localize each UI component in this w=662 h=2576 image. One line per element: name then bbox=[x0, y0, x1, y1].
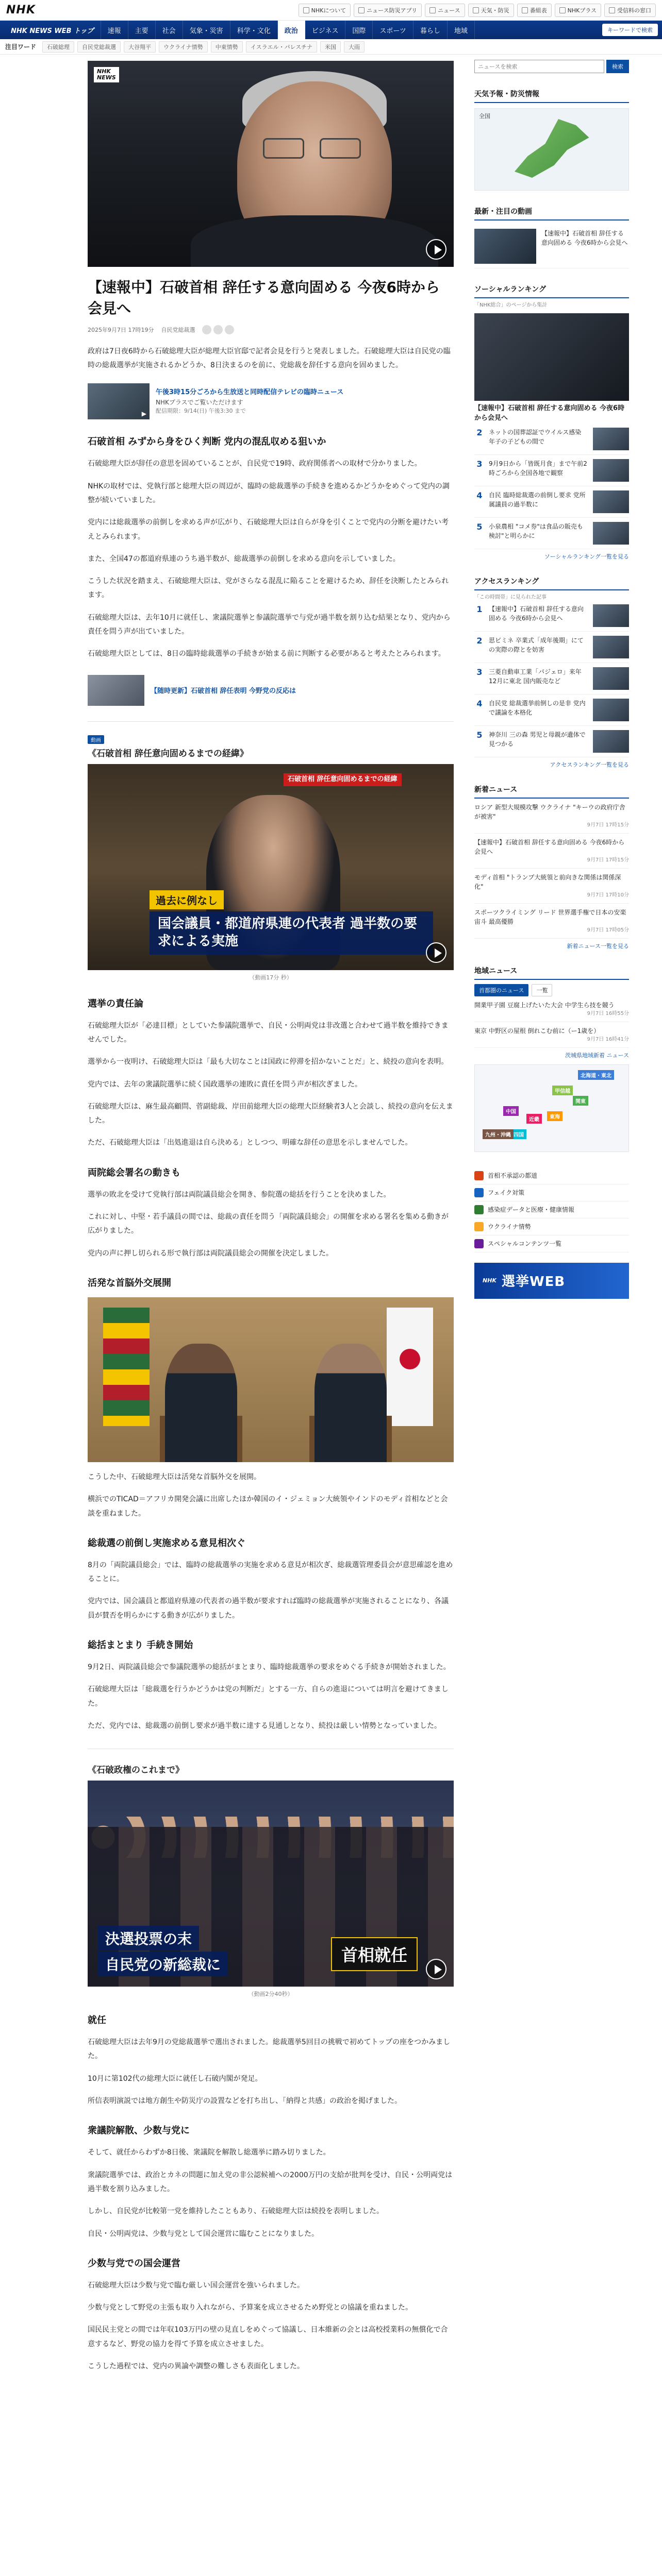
special-link-label: フェイク対策 bbox=[488, 1189, 525, 1197]
share-x-icon[interactable] bbox=[202, 325, 211, 334]
social-ranking bbox=[474, 284, 629, 561]
section-paragraph: 石破総理大臣は少数与党で臨む厳しい国会運営を強いられました。 bbox=[88, 2281, 304, 2290]
region-map-cell[interactable]: 北海道・東北 bbox=[578, 1070, 614, 1080]
video-main-caption: 国会議員・都道府県連の代表者 過半数の要求による実施 bbox=[150, 911, 433, 955]
top-link-label: ニュース bbox=[438, 7, 460, 14]
sidebar-search-input[interactable] bbox=[474, 60, 604, 73]
play-icon[interactable] bbox=[426, 942, 446, 963]
top-link-label: 天気・防災 bbox=[481, 7, 509, 14]
news-date: 9月7日 16時55分 bbox=[587, 1010, 629, 1016]
nav-item-0[interactable]: NHK NEWS WEB トップ bbox=[4, 21, 101, 39]
region-map-cell[interactable]: 中国 bbox=[503, 1106, 519, 1116]
region-tab[interactable]: 首都圏のニュース bbox=[474, 984, 528, 996]
video-caption: （動画17分 秒） bbox=[249, 974, 292, 981]
news-item[interactable] bbox=[474, 869, 629, 904]
rank-thumbnail bbox=[593, 730, 629, 753]
ranking-item[interactable] bbox=[474, 518, 629, 549]
banner-big: 選挙WEB bbox=[501, 1274, 566, 1290]
access-ranking bbox=[474, 576, 629, 769]
article-category[interactable]: 自民党総裁選 bbox=[161, 327, 195, 334]
election-banner[interactable] bbox=[474, 1263, 629, 1299]
trend-label: 注目ワード bbox=[5, 43, 37, 50]
rank-number: 1 bbox=[476, 604, 483, 614]
section-paragraph: 石破総理大臣は、去年10月に就任し、衆議院選挙と参議院選挙で与党が過半数を割り込む結果となり、党内から責任を問う声が出ていました。 bbox=[88, 613, 451, 636]
section-paragraph: しかし、自民党が比較第一党を維持したこともあり、石破総理大臣は続投を表明しました。 bbox=[88, 2207, 384, 2216]
trend-bar bbox=[0, 39, 662, 55]
section-paragraph: また、全国47の都道府県連のうち過半数が、総裁選挙の前倒しを求める意向を示していました。 bbox=[88, 554, 400, 563]
rank-number: 2 bbox=[476, 427, 483, 437]
rank-thumbnail bbox=[593, 699, 629, 721]
region-map-cell[interactable]: 近畿 bbox=[526, 1114, 542, 1124]
rank-number: 4 bbox=[476, 490, 483, 500]
top-link-icon bbox=[559, 7, 566, 13]
section-paragraph: 石破総理大臣としては、8日の臨時総裁選挙の手続きが始まる前に判断する必要があると考えたとみられます。 bbox=[88, 650, 445, 658]
sidebar-search-button[interactable]: 検索 bbox=[606, 60, 629, 73]
trend-tag[interactable]: 自民党総裁選 bbox=[77, 41, 121, 53]
top-bar bbox=[0, 0, 662, 21]
ranking-item[interactable] bbox=[474, 632, 629, 663]
ranking-item[interactable] bbox=[474, 726, 629, 757]
video2-section-title: 《石破政権のこれまで》 bbox=[88, 1765, 184, 1776]
social-title: ソーシャルランキング bbox=[474, 284, 629, 298]
news-item[interactable] bbox=[474, 1022, 629, 1048]
top-link-icon bbox=[609, 7, 615, 13]
trend-tag[interactable]: 大雨 bbox=[344, 41, 365, 53]
video2-caption-1: 決選投票の末 bbox=[98, 1926, 199, 1951]
related-sub: NHKプラスでご覧いただけます bbox=[156, 398, 243, 406]
special-link[interactable] bbox=[474, 1235, 629, 1252]
nav-item-5[interactable]: 科学・文化 bbox=[230, 21, 278, 39]
nav-item-3[interactable]: 社会 bbox=[156, 21, 183, 39]
special-link-label: スペシャルコンテンツ一覧 bbox=[488, 1240, 562, 1248]
rank-text: ネットの国葬認証でウイルス感染 年子の子どもの間で bbox=[489, 428, 582, 445]
news-date: 9月7日 17時15分 bbox=[587, 857, 629, 863]
region-map-cell[interactable]: 四国 bbox=[511, 1129, 526, 1139]
rank-text: 自民党 総裁選挙前倒しの是非 党内で議論を本格化 bbox=[489, 699, 586, 716]
rank-text: 9月9日から「皆既月食」まで午前2時ごろから全国各地で観察 bbox=[489, 460, 587, 477]
inline-related-thumbnail bbox=[88, 675, 144, 706]
article-date: 2025年9月7日 17時19分 bbox=[88, 327, 154, 334]
section-video[interactable] bbox=[88, 764, 454, 970]
news-date: 9月7日 16時41分 bbox=[587, 1036, 629, 1042]
video2-caption: （動画2分40秒） bbox=[248, 1991, 293, 1998]
social-big-thumbnail[interactable] bbox=[474, 313, 629, 401]
video2-section bbox=[88, 1762, 454, 1775]
special-link[interactable] bbox=[474, 1201, 629, 1218]
trend-tag[interactable]: 中東情勢 bbox=[211, 41, 243, 53]
rank-number: 2 bbox=[476, 635, 483, 646]
nav-item-4[interactable]: 気象・災害 bbox=[183, 21, 230, 39]
section-heading: 衆議院解散、少数与党に bbox=[88, 2125, 190, 2137]
ranking-item[interactable] bbox=[474, 600, 629, 632]
top-link-icon bbox=[358, 7, 365, 13]
access-sub: 「この時間帯」に見られた記事 bbox=[474, 594, 547, 600]
section-paragraph: 国民民主党との間では年収103万円の壁の見直しをめぐって協議し、日本維新の会とは高校授業料の無償化で合意するなど、野党の協力を得て予算を成立させました。 bbox=[88, 2326, 448, 2348]
trend-tag[interactable]: 石破総理 bbox=[42, 41, 74, 53]
section-paragraph: 所信表明演説では地方創生や防災庁の設置などを打ち出し、「納得と共感」の政治を掲げました。 bbox=[88, 2097, 402, 2106]
section-paragraph: そして、就任からわずか8日後、衆議院を解散し総選挙に踏み切りました。 bbox=[88, 2148, 330, 2157]
section-paragraph: 少数与党として野党の主張も取り入れながら、予算案を成立させるため野党との協議を重ねました。 bbox=[88, 2303, 412, 2312]
nav-item-1[interactable]: 速報 bbox=[101, 21, 128, 39]
section-paragraph: 横浜でのTICAD＝アフリカ開発会議に出席したほか韓国のイ・ジェミョン大統領やインドのモディ首相などと会談を重ねました。 bbox=[88, 1495, 448, 1518]
section-heading: 総裁選の前倒し実施求める意見相次ぐ bbox=[88, 1537, 245, 1549]
region-title: 地域ニュース bbox=[474, 965, 629, 980]
video-section-title: 《石破首相 辞任意向固めるまでの経緯》 bbox=[88, 748, 249, 759]
news-text: 東京 中野区の屋根 倒れこむ前に（ー1歳を） bbox=[474, 1027, 600, 1035]
region-map-cell[interactable]: 九州・沖縄 bbox=[483, 1129, 514, 1139]
region-link[interactable]: 茨城県地域新着 ニュース bbox=[565, 1052, 629, 1059]
play-icon[interactable] bbox=[426, 239, 446, 260]
top-link-2[interactable] bbox=[425, 4, 465, 17]
feature-text: 【速報中】石破首相 辞任する意向固める 今夜6時から会見へ bbox=[541, 230, 628, 246]
section-paragraph: 石破総理大臣は去年9月の党総裁選挙で選出されました。総裁選挙5回目の挑戦で初めてトップの座をつかみました。 bbox=[88, 2038, 451, 2061]
video-label: 動画 bbox=[88, 735, 104, 744]
news-date: 9月7日 17時05分 bbox=[587, 927, 629, 933]
top-link-label: NHKについて bbox=[311, 7, 346, 14]
nav-item-6[interactable]: 政治 bbox=[278, 21, 305, 39]
nav-item-9[interactable]: スポーツ bbox=[373, 21, 413, 39]
special-link-icon bbox=[474, 1188, 484, 1197]
rank-number: 3 bbox=[476, 459, 483, 469]
news-text: 【速報中】石破首相 辞任する意向固める 今夜6時から会見へ bbox=[474, 838, 625, 855]
top-links bbox=[299, 4, 656, 17]
section-paragraph: NHKの取材では、党執行部と総理大臣の周辺が、臨時の総裁選挙の手続きを進めるかどうかをめぐって党内の調整が続いていました。 bbox=[88, 482, 450, 504]
news-text: ロシア 新型大規模攻撃 ウクライナ "キーウの政府庁舎が被害" bbox=[474, 803, 625, 820]
feature-title: 最新・注目の動画 bbox=[474, 206, 629, 221]
section-paragraph: 衆議院選挙では、政治とカネの問題に加え党の非公認候補への2000万円の支給が批判を受け、自民・公明両党は過半数を割り込みました。 bbox=[88, 2171, 453, 2193]
video-yellow-caption: 過去に例なし bbox=[150, 890, 224, 909]
weather-block bbox=[474, 89, 629, 191]
news-text: スポーツクライミング リード 世界選手権で日本の安楽宙斗 最高優勝 bbox=[474, 908, 626, 925]
nhk-news-badge: NHK NEWS bbox=[94, 67, 119, 82]
special-link-label: 感染症データと医療・健康情報 bbox=[488, 1206, 575, 1214]
special-links bbox=[474, 1167, 629, 1252]
video2-caption-3: 首相就任 bbox=[331, 1937, 418, 1971]
related-live[interactable] bbox=[88, 383, 454, 419]
section-paragraph: 石破総理大臣は、麻生最高顧問、菅副総裁、岸田前総理大臣の総理大臣経験者3人と会談し、続投の意向を伝えました。 bbox=[88, 1102, 453, 1125]
video2-caption-2: 自民党の新総裁に bbox=[98, 1952, 228, 1976]
share-facebook-icon[interactable] bbox=[213, 325, 223, 334]
top-link-label: 番組表 bbox=[529, 7, 547, 14]
share-line-icon[interactable] bbox=[225, 325, 234, 334]
special-link-icon bbox=[474, 1205, 484, 1214]
ranking-item[interactable] bbox=[474, 455, 629, 486]
section-paragraph: こうした状況を踏まえ、石破総理大臣は、党がさらなる混乱に陥ることを避けるため、辞任を決断したとみられます。 bbox=[88, 577, 449, 600]
special-link-label: 首相不承認の都道 bbox=[488, 1172, 538, 1180]
nav-item-2[interactable]: 主要 bbox=[128, 21, 156, 39]
ranking-item[interactable] bbox=[474, 663, 629, 694]
social-sub: 「NHK総合」のページから集計 bbox=[474, 302, 548, 308]
section-heading: 就任 bbox=[88, 2015, 106, 2026]
section-heading: 石破首相 みずから身をひく判断 党内の混乱収める狙いか bbox=[88, 436, 326, 448]
new-news-more-link[interactable]: 新着ニュース一覧を見る bbox=[567, 942, 629, 950]
nav-item-7[interactable]: ビジネス bbox=[305, 21, 346, 39]
top-link-4[interactable] bbox=[517, 4, 552, 17]
access-more-link[interactable]: アクセスランキング一覧を見る bbox=[550, 761, 629, 768]
trend-tag[interactable]: イスラエル・パレスチナ bbox=[246, 41, 317, 53]
region-map-cell[interactable]: 甲信越 bbox=[552, 1086, 573, 1095]
sidebar-search bbox=[474, 60, 629, 73]
rank-text: 思ビミネ 卒業式「成年後期」にての実際の際とを妨害 bbox=[489, 636, 584, 653]
special-link-icon bbox=[474, 1239, 484, 1248]
section-paragraph: 9月2日、両院議員総会で参議院選挙の総括がまとまり、臨時総裁選挙の要求をめぐる手続きが開始されました。 bbox=[88, 1663, 451, 1671]
news-item[interactable] bbox=[474, 834, 629, 869]
nhk-logo[interactable] bbox=[6, 4, 54, 17]
news-item[interactable] bbox=[474, 799, 629, 834]
feature-block bbox=[474, 206, 629, 268]
rank-thumbnail bbox=[593, 459, 629, 482]
new-news bbox=[474, 784, 629, 950]
special-link[interactable] bbox=[474, 1218, 629, 1235]
section-heading: 活発な首脳外交展開 bbox=[88, 1277, 171, 1289]
top-link-icon bbox=[303, 7, 309, 13]
article-main bbox=[88, 55, 454, 2374]
section-paragraph: 党内では、去年の衆議院選挙に続く国政選挙の連敗に責任を問う声が相次ぎました。 bbox=[88, 1080, 362, 1089]
related-meta: 配信期限：9/14(日) 午後3:30 まで bbox=[156, 407, 246, 414]
special-link[interactable] bbox=[474, 1184, 629, 1201]
special-link[interactable] bbox=[474, 1167, 629, 1184]
top-link-3[interactable] bbox=[468, 4, 514, 17]
summit-photo bbox=[88, 1297, 454, 1462]
video-red-caption: 石破首相 辞任意向固めるまでの経緯 bbox=[284, 773, 402, 786]
rank-text: 【速報中】石破首相 辞任する意向固める 今夜6時から会見へ bbox=[489, 605, 584, 622]
section-paragraph: こうした過程では、党内の異論や調整の難しさも表面化しました。 bbox=[88, 2362, 304, 2371]
trend-tag[interactable]: 大谷翔平 bbox=[124, 41, 156, 53]
section-paragraph: 石破総理大臣が「必達目標」としていた参議院選挙で、自民・公明両党は非改選と合わせて過半数を維持できませんでした。 bbox=[88, 1021, 449, 1044]
nav-search-button[interactable]: キーワードで検索 bbox=[602, 24, 658, 36]
section-paragraph: 10月に第102代の総理大臣に就任し石破内閣が発足。 bbox=[88, 2074, 262, 2083]
top-link-icon bbox=[473, 7, 479, 13]
section-paragraph: 選挙から一夜明け、石破総理大臣は「最も大切なことは国政に停滞を招かないことだ」と、続投の意向を表明。 bbox=[88, 1058, 449, 1066]
inline-related-link[interactable] bbox=[88, 675, 454, 706]
rank-thumbnail bbox=[593, 667, 629, 690]
trend-tag[interactable]: ウクライナ情勢 bbox=[159, 41, 208, 53]
news-date: 9月7日 17時15分 bbox=[587, 822, 629, 828]
news-text: 開業甲子園 豆腐上げたいた大会 中学生ら技を競う bbox=[474, 1001, 615, 1009]
top-link-label: NHKプラス bbox=[567, 7, 597, 14]
social-more-link[interactable]: ソーシャルランキング一覧を見る bbox=[544, 553, 629, 560]
ranking-item[interactable] bbox=[474, 486, 629, 518]
top-link-0[interactable] bbox=[299, 4, 351, 17]
section-heading: 総括まとまり 手続き開始 bbox=[88, 1639, 193, 1651]
logo-text: NHK bbox=[6, 4, 36, 16]
region-map-cell[interactable]: 関東 bbox=[573, 1096, 588, 1106]
section-paragraph: ただ、石破総理大臣は「出処進退は自ら決める」としつつ、明確な辞任の意思を示しませんでした。 bbox=[88, 1139, 412, 1147]
nav-item-11[interactable]: 地域 bbox=[448, 21, 475, 39]
nav-item-10[interactable]: 暮らし bbox=[413, 21, 448, 39]
region-tab[interactable]: 一覧 bbox=[532, 984, 552, 996]
main-nav bbox=[0, 21, 662, 39]
section-heading: 選挙の責任論 bbox=[88, 998, 143, 1009]
section-heading: 両院総会署名の動きも bbox=[88, 1167, 180, 1178]
section-paragraph: 石破総理大臣が辞任の意思を固めていることが、自民党で19時、政府関係者への取材で分かりました。 bbox=[88, 460, 422, 468]
region-map[interactable] bbox=[474, 1064, 629, 1152]
access-title: アクセスランキング bbox=[474, 576, 629, 590]
rank-thumbnail bbox=[593, 490, 629, 513]
ranking-item[interactable] bbox=[474, 423, 629, 455]
news-text: モディ首相 "トランプ大統領と前向きな関係は関係深化" bbox=[474, 873, 621, 890]
section-paragraph: 自民・公明両党は、少数与党として国会運営に臨むことになりました。 bbox=[88, 2229, 319, 2238]
rank-thumbnail bbox=[593, 522, 629, 545]
inline-related-label: 【随時更新】石破首相 辞任表明 今野党の反応は bbox=[151, 687, 296, 696]
related-thumbnail bbox=[88, 383, 150, 419]
rank-number: 5 bbox=[476, 730, 483, 740]
top-link-1[interactable] bbox=[354, 4, 422, 17]
rank-text: 小泉農相 "コメ券"は食品の販売も検討"と明らかに bbox=[489, 522, 583, 539]
region-news bbox=[474, 965, 629, 1152]
top-link-icon bbox=[429, 7, 436, 13]
news-item[interactable] bbox=[474, 904, 629, 939]
rank-text: 自民 臨時総裁選の前倒し要求 党所属議員の過半数に bbox=[489, 491, 586, 508]
article-meta bbox=[88, 325, 454, 334]
section-paragraph: こうした中、石破総理大臣は活発な首脳外交を展開。 bbox=[88, 1472, 261, 1481]
article-lead: 政府は7日夜6時から石破総理大臣が総理大臣官邸で記者会見を行うと発表しました。石破総理大臣は自民党の臨時の総裁選挙が実施されるかどうか、8日決まるのを前に、党総裁を辞任する意向を固めました。 bbox=[88, 347, 451, 369]
section-paragraph: これに対し、中堅・若手議員の間では、総裁の責任を問う「両院議員総会」の開催を求める署名を集める動きが広がりました。 bbox=[88, 1213, 449, 1235]
share-buttons bbox=[202, 325, 234, 334]
top-link-5[interactable] bbox=[555, 4, 601, 17]
rank-thumbnail bbox=[593, 604, 629, 627]
rank-thumbnail bbox=[593, 636, 629, 658]
rank-text: 神奈川 三の森 男児と母親が遺体で見つかる bbox=[489, 731, 586, 748]
special-link-icon bbox=[474, 1222, 484, 1231]
special-link-icon bbox=[474, 1171, 484, 1180]
rank-thumbnail bbox=[593, 428, 629, 450]
social-big-title[interactable]: 【速報中】石破首相 辞任する意向固める 今夜6時から会見へ bbox=[474, 404, 625, 422]
trend-tag[interactable]: 米国 bbox=[320, 41, 341, 53]
banner-small: NHK bbox=[483, 1277, 496, 1284]
top-link-label: ニュース防災アプリ bbox=[367, 7, 418, 14]
section-paragraph: 8月の「両院議員総会」では、臨時の総裁選挙の実施を求める意見が相次ぎ、総裁選管理委員会が意思確認を進めることに。 bbox=[88, 1561, 453, 1584]
related-title: 午後3時15分ごろから生放送と同時配信テレビの臨時ニュース bbox=[156, 388, 344, 397]
section-paragraph: ただ、党内では、総裁選の前倒し要求が過半数に達する見通しとなり、続投は厳しい情勢となっていました。 bbox=[88, 1721, 441, 1730]
article-headline: 【速報中】石破首相 辞任する意向固める 今夜6時から会見へ bbox=[88, 279, 440, 317]
rank-text: 三菱自動車工業「パジェロ」来年12月に東北 国内販売など bbox=[489, 668, 582, 685]
feature-thumbnail bbox=[474, 229, 536, 264]
top-link-label: 受信料の窓口 bbox=[617, 7, 651, 14]
play-icon[interactable] bbox=[426, 1959, 446, 1979]
region-map-cell[interactable]: 東海 bbox=[547, 1111, 562, 1121]
section-paragraph: 党内の声に押し切られる形で執行部は両院議員総会の開催を決定しました。 bbox=[88, 1249, 333, 1258]
rank-number: 3 bbox=[476, 667, 483, 677]
weather-map[interactable] bbox=[474, 108, 629, 191]
news-item[interactable] bbox=[474, 996, 629, 1022]
section-paragraph: 党内には総裁選挙の前倒しを求める声が広がり、石破総理大臣は自らが身を引くことで党内の分断を避けたい考えとみられます。 bbox=[88, 518, 449, 541]
ranking-item[interactable] bbox=[474, 694, 629, 726]
top-link-6[interactable] bbox=[604, 4, 656, 17]
section-paragraph: 党内では、国会議員と都道府県連の代表者の過半数が要求すれば臨時の総裁選挙が実施されることになり、各議員が賛否を明らかにする動きが広がりました。 bbox=[88, 1597, 449, 1620]
rank-number: 4 bbox=[476, 698, 483, 708]
special-link-label: ウクライナ情勢 bbox=[488, 1223, 531, 1231]
feature-item[interactable] bbox=[474, 225, 629, 268]
sidebar bbox=[474, 55, 629, 2374]
weather-label: 全国 bbox=[479, 113, 490, 120]
hero-video[interactable] bbox=[88, 61, 454, 267]
section-video-2[interactable] bbox=[88, 1781, 454, 1987]
video-section bbox=[88, 735, 454, 759]
section-paragraph: 選挙の敗北を受けて党執行部は両院議員総会を開き、参院選の総括を行うことを決めました。 bbox=[88, 1190, 391, 1199]
nav-item-8[interactable]: 国際 bbox=[345, 21, 373, 39]
new-news-title: 新着ニュース bbox=[474, 784, 629, 799]
section-heading: 少数与党での国会運営 bbox=[88, 2258, 180, 2269]
rank-number: 5 bbox=[476, 521, 483, 532]
weather-title: 天気予報・防災情報 bbox=[474, 89, 629, 103]
top-link-icon bbox=[522, 7, 528, 13]
news-date: 9月7日 17時10分 bbox=[587, 892, 629, 898]
section-paragraph: 石破総理大臣は「総裁選を行うかどうかは党の判断だ」とする一方、自らの進退については明言を避けてきました。 bbox=[88, 1685, 449, 1708]
